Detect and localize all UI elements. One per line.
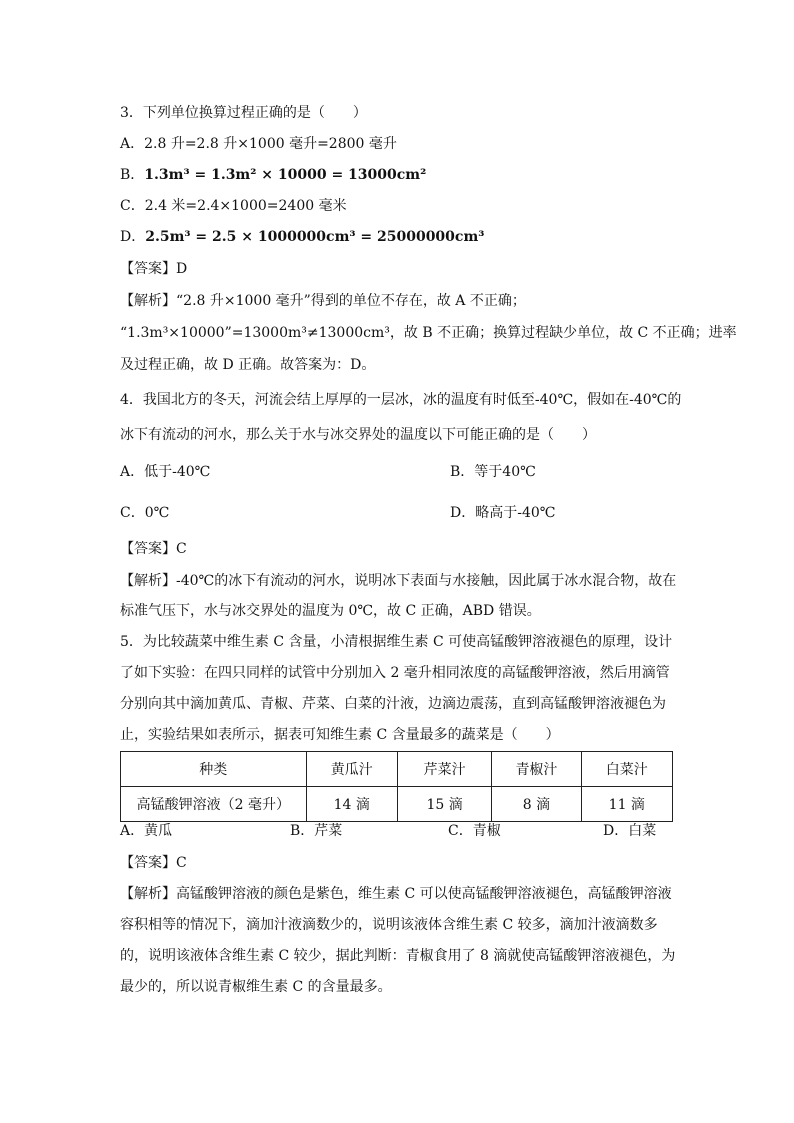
table-header-row xyxy=(121,752,673,787)
q5-stem-line-3: 分别向其中滴加黄瓜、青椒、芹菜、白菜的汁液，边滴边震荡，直到高锰酸钾溶液褪色为 xyxy=(120,696,666,712)
q3-analysis-line-1: 【解析】“2.8 升×1000 毫升”得到的单位不存在，故 A 不正确； xyxy=(120,293,526,309)
q3-option-d-label: D． xyxy=(120,229,146,245)
q5-option-c: C．青椒 xyxy=(448,823,501,839)
q5-analysis-line-2: 容积相等的情况下，滴加汁液滴数少的，说明该液体含维生素 C 较多，滴加汁液滴数多 xyxy=(120,917,658,933)
table-row xyxy=(121,787,673,822)
q4-option-a: A．低于-40℃ xyxy=(120,464,211,480)
q3-option-a: A．2.8 升=2.8 升×1000 毫升=2800 毫升 xyxy=(120,136,397,152)
q5-stem-line-1: 5．为比较蔬菜中维生素 C 含量，小清根据维生素 C 可使高锰酸钾溶液褪色的原理，设计 xyxy=(120,634,673,650)
q4-answer: 【答案】C xyxy=(120,541,187,557)
q5-option-d: D．白菜 xyxy=(603,823,657,839)
q3-option-d-formula: 2.5m³ = 2.5 × 1000000cm³ = 25000000cm³ xyxy=(145,229,485,245)
q3-option-b-label: B． xyxy=(120,167,145,183)
q3-option-c: C．2.4 米=2.4×1000=2400 毫米 xyxy=(120,198,347,214)
table-header-cell: 黄瓜汁 xyxy=(306,752,397,787)
q4-stem-line-2: 冰下有流动的河水，那么关于水与冰交界处的温度以下可能正确的是（ ） xyxy=(120,427,596,443)
q3-stem: 3．下列单位换算过程正确的是（ ） xyxy=(120,105,367,121)
q5-analysis-line-4: 最少的，所以说青椒维生素 C 的含量最多。 xyxy=(120,979,392,995)
vitamin-c-table xyxy=(120,751,673,822)
q3-answer: 【答案】D xyxy=(120,261,188,277)
q5-analysis-line-3: 的，说明该液体含维生素 C 较少，据此判断：青椒食用了 8 滴就使高锰酸钾溶液褪色，为 xyxy=(120,948,676,964)
q3-option-b-formula: 1.3m³ = 1.3m² × 10000 = 13000cm² xyxy=(144,167,427,183)
q4-option-c: C．0℃ xyxy=(120,505,170,521)
q3-analysis-line-3: 及过程正确，故 D 正确。故答案为：D。 xyxy=(120,357,376,373)
q3-option-b xyxy=(120,165,426,185)
q4-analysis-line-1: 【解析】-40℃的冰下有流动的河水，说明冰下表面与水接触，因此属于冰水混合物，故在 xyxy=(120,573,677,589)
q5-option-b: B．芹菜 xyxy=(290,823,343,839)
table-header-cell: 芹菜汁 xyxy=(397,752,491,787)
table-cell: 高锰酸钾溶液（2 毫升） xyxy=(121,787,307,822)
q4-option-b: B．等于40℃ xyxy=(450,464,536,480)
q3-option-d xyxy=(120,227,484,247)
table-header-cell: 青椒汁 xyxy=(492,752,581,787)
q5-stem-line-4: 止，实验结果如表所示，据表可知维生素 C 含量最多的蔬菜是（ ） xyxy=(120,727,560,743)
q4-option-d: D．略高于-40℃ xyxy=(450,505,556,521)
q5-analysis-line-1: 【解析】高锰酸钾溶液的颜色是紫色，维生素 C 可以使高锰酸钾溶液褪色，高锰酸钾溶液 xyxy=(120,886,672,902)
q5-answer: 【答案】C xyxy=(120,855,187,871)
table-cell: 8 滴 xyxy=(492,787,581,822)
q4-stem-line-1: 4．我国北方的冬天，河流会结上厚厚的一层冰，冰的温度有时低至-40℃，假如在-40℃的 xyxy=(120,392,682,408)
q3-analysis-line-2: “1.3m³×10000”=13000m³≠13000cm³，故 B 不正确；换算过程缺少单位，故 C 不正确；进率 xyxy=(120,325,737,341)
q5-stem-line-2: 了如下实验：在四只同样的试管中分别加入 2 毫升相同浓度的高锰酸钾溶液，然后用滴管 xyxy=(120,665,670,681)
table-header-cell: 白菜汁 xyxy=(581,752,672,787)
table-header-cell: 种类 xyxy=(121,752,307,787)
table-cell: 15 滴 xyxy=(397,787,491,822)
table-cell: 11 滴 xyxy=(581,787,672,822)
q5-option-a: A．黄瓜 xyxy=(120,823,173,839)
table-cell: 14 滴 xyxy=(306,787,397,822)
q4-analysis-line-2: 标准气压下，水与冰交界处的温度为 0℃，故 C 正确，ABD 错误。 xyxy=(120,603,541,619)
